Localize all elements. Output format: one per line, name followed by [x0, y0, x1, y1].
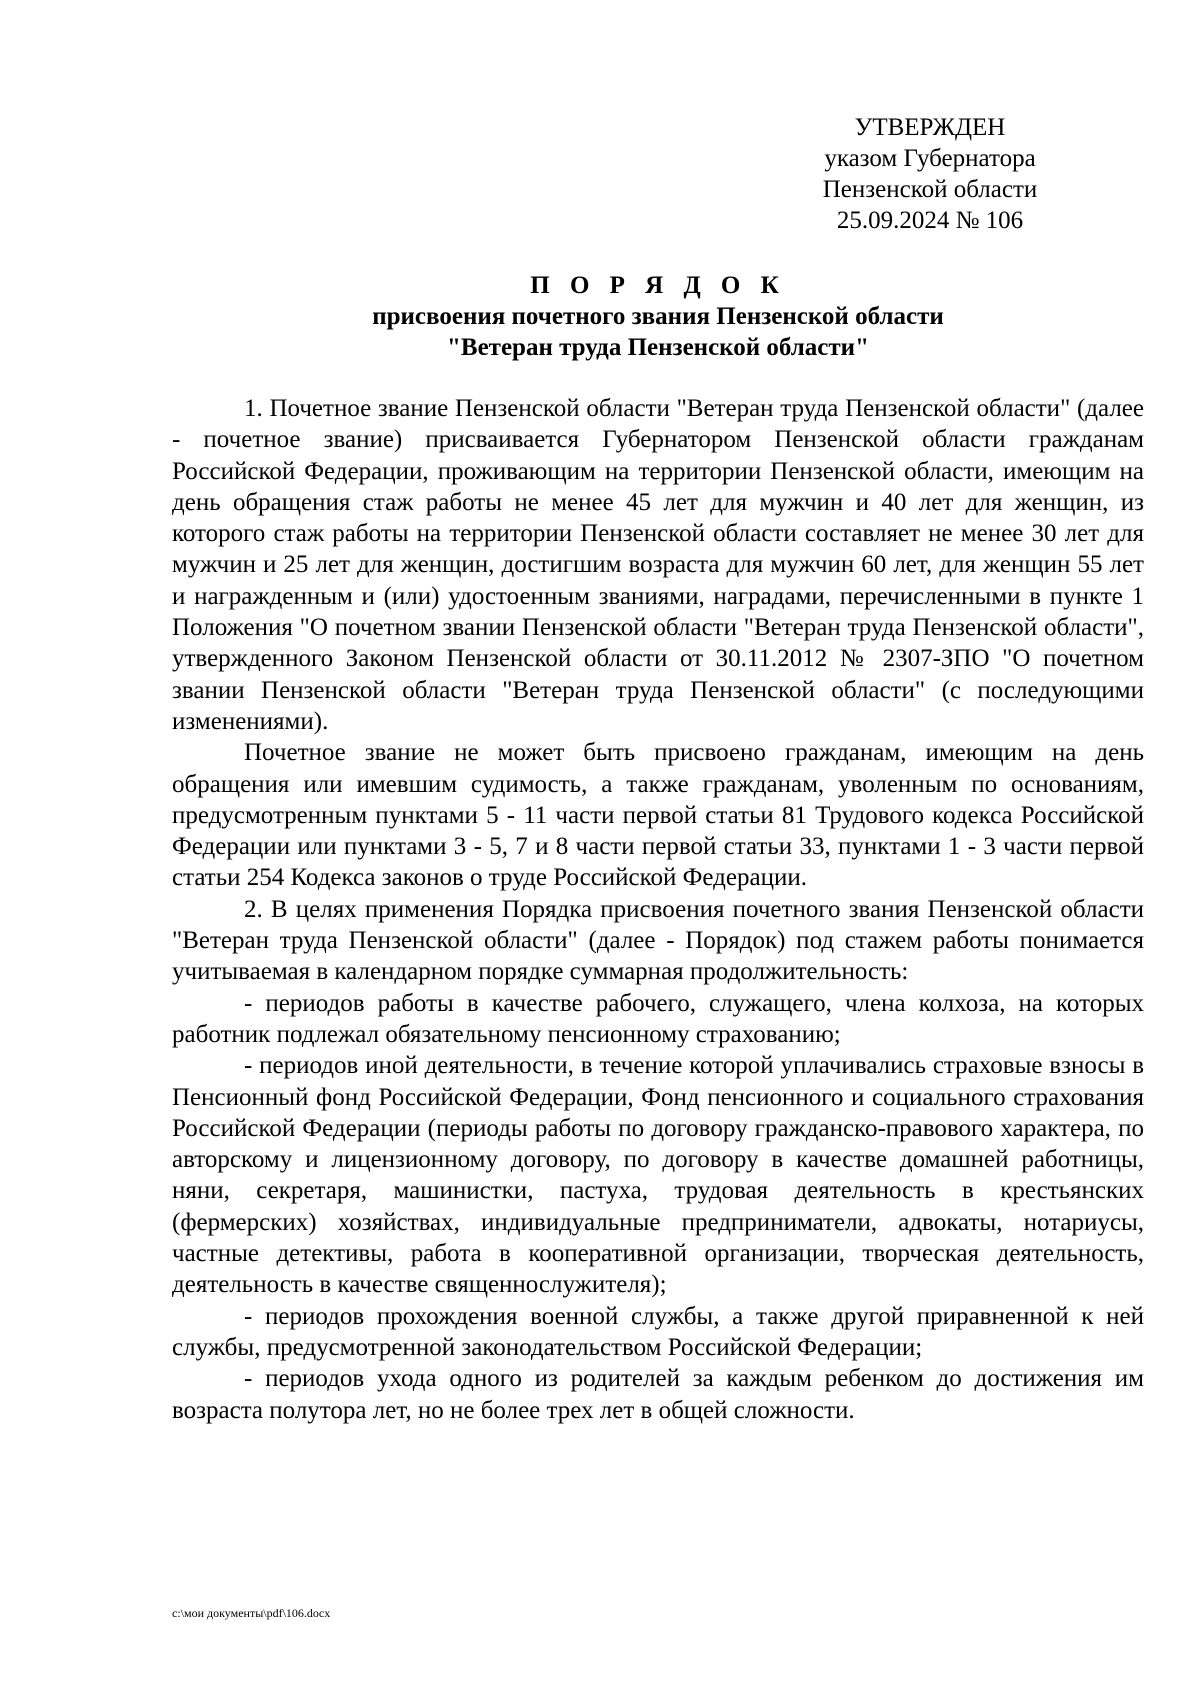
approval-stamp — [800, 112, 1060, 236]
document-body — [172, 393, 1144, 1426]
approval-line-approved: УТВЕРЖДЕН — [854, 114, 1006, 141]
document-subtitle-line2: "Ветеран труда Пензенской области" — [447, 334, 869, 361]
approval-line-decree: указом Губернатора — [824, 145, 1036, 172]
document-heading — [172, 270, 1144, 363]
approval-line-date-number: 25.09.2024 № 106 — [836, 207, 1024, 234]
approval-line-region: Пензенской области — [822, 176, 1038, 203]
paragraph-7: - периодов ухода одного из родителей за каждым ребенком до достижения им возраста полутора лет, но не более трех лет в общей сложности. — [172, 1365, 1144, 1424]
paragraph-6: - периодов прохождения военной службы, а также другой приравненной к ней службы, предусмотренной законодательством Российской Федерации; — [172, 1302, 1144, 1361]
paragraph-4: - периодов работы в качестве рабочего, служащего, члена колхоза, на которых работник подлежал обязательному пенсионному страхованию; — [172, 989, 1144, 1048]
paragraph-2: Почетное звание не может быть присвоено гражданам, имеющим на день обращения или имевшим судимость, а также гражданам, уволенным по основаниям, предусмотренным пунктами 5 - 11 части первой статьи 81 Трудового кодекса Российской Федерации или пунктами 3 - 5, 7 и 8 части первой статьи 33, пунктами 1 - 3 части первой статьи 254 Кодекса законов о труде Российской Федерации. — [172, 739, 1144, 892]
paragraph-5: - периодов иной деятельности, в течение которой уплачивались страховые взносы в Пенсионный фонд Российской Федерации, Фонд пенсионного и социального страхования Российской Федерации (периоды работы по договору гражданско-правового характера, по авторскому и лицензионному договору, по договору в качестве домашней работницы, няни, секретаря, машинистки, пастуха, трудовая деятельность в крестьянских (фермерских) хозяйствах, индивидуальные предприниматели, адвокаты, нотариусы, частные детективы, работа в кооперативной организации, творческая деятельность, деятельность в качестве священнослужителя); — [172, 1052, 1144, 1299]
document-subtitle-line1: присвоения почетного звания Пензенской области — [372, 303, 944, 330]
paragraph-1: 1. Почетное звание Пензенской области "Ветеран труда Пензенской области" (далее - почетное звание) присваивается Губернатором Пензенской области гражданам Российской Федерации, проживающим на территории Пензенской области, имеющим на день обращения стаж работы не менее 45 лет для мужчин и 40 лет для женщин, из которого стаж работы на территории Пензенской области составляет не менее 30 лет для мужчин и 25 лет для женщин, достигшим возраста для мужчин 60 лет, для женщин 55 лет и награжденным и (или) удостоенным званиями, наградами, перечисленными в пункте 1 Положения "О почетном звании Пензенской области "Ветеран труда Пензенской области", утвержденного Законом Пензенской области от 30.11.2012 № 2307-ЗПО "О почетном звании Пензенской области "Ветеран труда Пензенской области" (с последующими изменениями). — [172, 395, 1144, 735]
paragraph-3: 2. В целях применения Порядка присвоения почетного звания Пензенской области "Ветеран труда Пензенской области" (далее - Порядок) под стажем работы понимается учитываемая в календарном порядке суммарная продолжительность: — [172, 895, 1144, 986]
document-title: П О Р Я Д О К — [530, 272, 786, 299]
footer-file-path: c:\мои документы\pdf\106.docx — [172, 1606, 331, 1620]
